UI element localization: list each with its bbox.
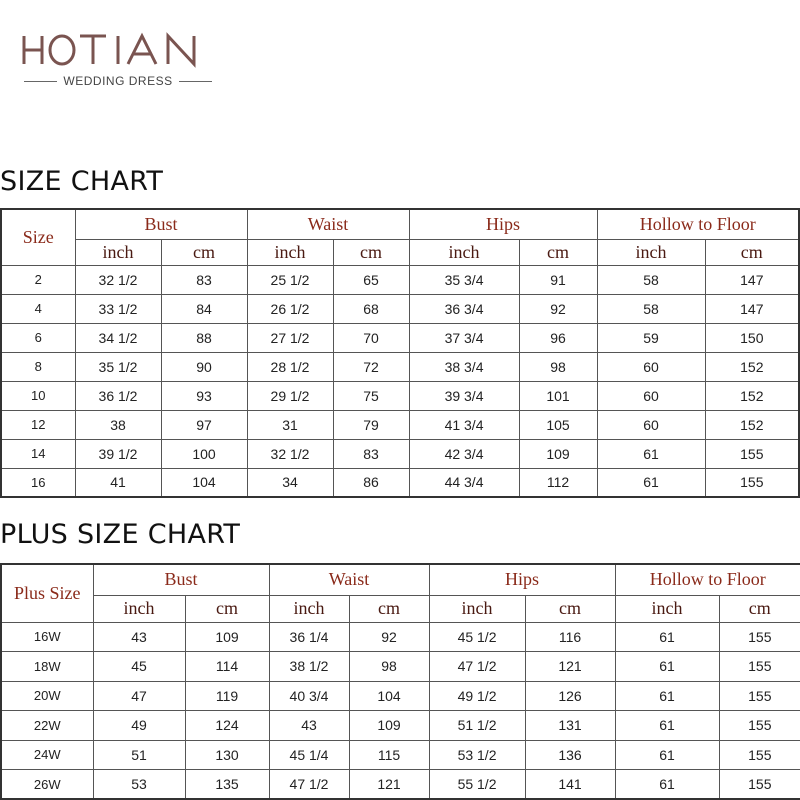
measure-cell: 152 — [705, 352, 799, 381]
brand-logo — [18, 30, 218, 88]
plus-chart-body — [1, 622, 800, 799]
measure-cell: 109 — [185, 622, 269, 652]
measure-cell: 39 1/2 — [75, 439, 161, 468]
measure-cell: 136 — [525, 740, 615, 770]
brand-tagline: WEDDING DRESS — [63, 74, 173, 88]
size-cell: 18W — [1, 652, 93, 682]
measure-cell: 97 — [161, 410, 247, 439]
size-cell: 4 — [1, 294, 75, 323]
size-cell: 22W — [1, 711, 93, 741]
measure-cell: 47 1/2 — [269, 770, 349, 800]
group-header-waist: Waist — [247, 209, 409, 239]
table-row — [1, 294, 799, 323]
table-row — [1, 410, 799, 439]
size-cell: 16W — [1, 622, 93, 652]
size-cell: 16 — [1, 468, 75, 497]
measure-cell: 33 1/2 — [75, 294, 161, 323]
unit-header: cm — [519, 239, 597, 265]
measure-cell: 47 — [93, 681, 185, 711]
size-column-header: Size — [1, 209, 75, 265]
measure-cell: 36 3/4 — [409, 294, 519, 323]
measure-cell: 83 — [333, 439, 409, 468]
measure-cell: 61 — [615, 652, 719, 682]
size-chart-title: SIZE CHART — [0, 166, 164, 197]
measure-cell: 34 1/2 — [75, 323, 161, 352]
measure-cell: 115 — [349, 740, 429, 770]
measure-cell: 25 1/2 — [247, 265, 333, 294]
measure-cell: 61 — [597, 468, 705, 497]
measure-cell: 116 — [525, 622, 615, 652]
measure-cell: 70 — [333, 323, 409, 352]
measure-cell: 42 3/4 — [409, 439, 519, 468]
measure-cell: 155 — [719, 711, 800, 741]
measure-cell: 29 1/2 — [247, 381, 333, 410]
brand-logo-mark — [18, 30, 218, 70]
measure-cell: 32 1/2 — [75, 265, 161, 294]
measure-cell: 60 — [597, 410, 705, 439]
measure-cell: 47 1/2 — [429, 652, 525, 682]
measure-cell: 44 3/4 — [409, 468, 519, 497]
table-row — [1, 265, 799, 294]
table-row — [1, 352, 799, 381]
measure-cell: 35 3/4 — [409, 265, 519, 294]
measure-cell: 105 — [519, 410, 597, 439]
group-header-waist: Waist — [269, 564, 429, 595]
measure-cell: 155 — [719, 681, 800, 711]
unit-header: inch — [93, 595, 185, 622]
measure-cell: 119 — [185, 681, 269, 711]
measure-cell: 51 — [93, 740, 185, 770]
table-row — [1, 381, 799, 410]
measure-cell: 93 — [161, 381, 247, 410]
measure-cell: 36 1/4 — [269, 622, 349, 652]
measure-cell: 90 — [161, 352, 247, 381]
measure-cell: 39 3/4 — [409, 381, 519, 410]
size-cell: 2 — [1, 265, 75, 294]
size-chart-table — [0, 208, 800, 498]
group-header-bust: Bust — [75, 209, 247, 239]
plus-size-column-header: Plus Size — [1, 564, 93, 622]
measure-cell: 100 — [161, 439, 247, 468]
table-row — [1, 740, 800, 770]
measure-cell: 84 — [161, 294, 247, 323]
tagline-rule-right — [179, 81, 212, 82]
measure-cell: 55 1/2 — [429, 770, 525, 800]
table-row — [1, 652, 800, 682]
measure-cell: 32 1/2 — [247, 439, 333, 468]
measure-cell: 75 — [333, 381, 409, 410]
measure-cell: 152 — [705, 410, 799, 439]
unit-header: inch — [429, 595, 525, 622]
measure-cell: 41 — [75, 468, 161, 497]
measure-cell: 45 1/2 — [429, 622, 525, 652]
measure-cell: 98 — [349, 652, 429, 682]
unit-header: cm — [161, 239, 247, 265]
size-cell: 8 — [1, 352, 75, 381]
brand-tagline-row — [18, 74, 218, 88]
measure-cell: 124 — [185, 711, 269, 741]
table-row — [1, 711, 800, 741]
measure-cell: 61 — [615, 622, 719, 652]
measure-cell: 104 — [161, 468, 247, 497]
measure-cell: 37 3/4 — [409, 323, 519, 352]
measure-cell: 91 — [519, 265, 597, 294]
measure-cell: 34 — [247, 468, 333, 497]
measure-cell: 121 — [349, 770, 429, 800]
measure-cell: 147 — [705, 265, 799, 294]
measure-cell: 155 — [705, 439, 799, 468]
measure-cell: 92 — [349, 622, 429, 652]
group-header-hips: Hips — [409, 209, 597, 239]
measure-cell: 68 — [333, 294, 409, 323]
measure-cell: 88 — [161, 323, 247, 352]
unit-header: cm — [185, 595, 269, 622]
plus-size-chart-title: PLUS SIZE CHART — [0, 519, 241, 550]
measure-cell: 79 — [333, 410, 409, 439]
measure-cell: 152 — [705, 381, 799, 410]
table-row — [1, 681, 800, 711]
unit-header: inch — [615, 595, 719, 622]
measure-cell: 38 — [75, 410, 161, 439]
plus-chart-group-header — [1, 564, 800, 595]
measure-cell: 147 — [705, 294, 799, 323]
measure-cell: 141 — [525, 770, 615, 800]
measure-cell: 43 — [93, 622, 185, 652]
unit-header: cm — [349, 595, 429, 622]
measure-cell: 58 — [597, 294, 705, 323]
measure-cell: 72 — [333, 352, 409, 381]
measure-cell: 109 — [349, 711, 429, 741]
group-header-bust: Bust — [93, 564, 269, 595]
measure-cell: 38 3/4 — [409, 352, 519, 381]
size-cell: 26W — [1, 770, 93, 800]
measure-cell: 61 — [615, 740, 719, 770]
measure-cell: 61 — [597, 439, 705, 468]
measure-cell: 51 1/2 — [429, 711, 525, 741]
measure-cell: 61 — [615, 770, 719, 800]
table-row — [1, 323, 799, 352]
measure-cell: 155 — [705, 468, 799, 497]
measure-cell: 104 — [349, 681, 429, 711]
table-row — [1, 439, 799, 468]
measure-cell: 58 — [597, 265, 705, 294]
size-cell: 14 — [1, 439, 75, 468]
measure-cell: 43 — [269, 711, 349, 741]
unit-header: cm — [525, 595, 615, 622]
plus-chart-unit-header — [1, 595, 800, 622]
measure-cell: 60 — [597, 381, 705, 410]
measure-cell: 61 — [615, 681, 719, 711]
measure-cell: 155 — [719, 770, 800, 800]
size-cell: 20W — [1, 681, 93, 711]
measure-cell: 131 — [525, 711, 615, 741]
measure-cell: 155 — [719, 740, 800, 770]
measure-cell: 60 — [597, 352, 705, 381]
group-header-hollow-to-floor: Hollow to Floor — [597, 209, 799, 239]
unit-header: inch — [269, 595, 349, 622]
measure-cell: 83 — [161, 265, 247, 294]
unit-header: inch — [597, 239, 705, 265]
size-cell: 6 — [1, 323, 75, 352]
measure-cell: 96 — [519, 323, 597, 352]
measure-cell: 31 — [247, 410, 333, 439]
measure-cell: 28 1/2 — [247, 352, 333, 381]
plus-size-chart-table — [0, 563, 800, 800]
size-cell: 12 — [1, 410, 75, 439]
measure-cell: 49 1/2 — [429, 681, 525, 711]
measure-cell: 65 — [333, 265, 409, 294]
measure-cell: 27 1/2 — [247, 323, 333, 352]
measure-cell: 114 — [185, 652, 269, 682]
unit-header: inch — [75, 239, 161, 265]
measure-cell: 126 — [525, 681, 615, 711]
measure-cell: 59 — [597, 323, 705, 352]
size-chart-body — [1, 265, 799, 497]
unit-header: cm — [333, 239, 409, 265]
measure-cell: 40 3/4 — [269, 681, 349, 711]
measure-cell: 26 1/2 — [247, 294, 333, 323]
group-header-hollow-to-floor: Hollow to Floor — [615, 564, 800, 595]
measure-cell: 121 — [525, 652, 615, 682]
measure-cell: 41 3/4 — [409, 410, 519, 439]
group-header-hips: Hips — [429, 564, 615, 595]
measure-cell: 112 — [519, 468, 597, 497]
measure-cell: 45 — [93, 652, 185, 682]
measure-cell: 86 — [333, 468, 409, 497]
unit-header: cm — [705, 239, 799, 265]
size-chart-unit-header — [1, 239, 799, 265]
unit-header: cm — [719, 595, 800, 622]
measure-cell: 150 — [705, 323, 799, 352]
unit-header: inch — [409, 239, 519, 265]
size-chart-group-header — [1, 209, 799, 239]
measure-cell: 130 — [185, 740, 269, 770]
measure-cell: 53 — [93, 770, 185, 800]
measure-cell: 45 1/4 — [269, 740, 349, 770]
measure-cell: 61 — [615, 711, 719, 741]
measure-cell: 49 — [93, 711, 185, 741]
tagline-rule-left — [24, 81, 57, 82]
measure-cell: 135 — [185, 770, 269, 800]
measure-cell: 155 — [719, 652, 800, 682]
measure-cell: 98 — [519, 352, 597, 381]
measure-cell: 53 1/2 — [429, 740, 525, 770]
size-cell: 24W — [1, 740, 93, 770]
measure-cell: 36 1/2 — [75, 381, 161, 410]
measure-cell: 109 — [519, 439, 597, 468]
measure-cell: 38 1/2 — [269, 652, 349, 682]
table-row — [1, 468, 799, 497]
size-cell: 10 — [1, 381, 75, 410]
table-row — [1, 622, 800, 652]
measure-cell: 35 1/2 — [75, 352, 161, 381]
unit-header: inch — [247, 239, 333, 265]
table-row — [1, 770, 800, 800]
measure-cell: 155 — [719, 622, 800, 652]
measure-cell: 92 — [519, 294, 597, 323]
measure-cell: 101 — [519, 381, 597, 410]
